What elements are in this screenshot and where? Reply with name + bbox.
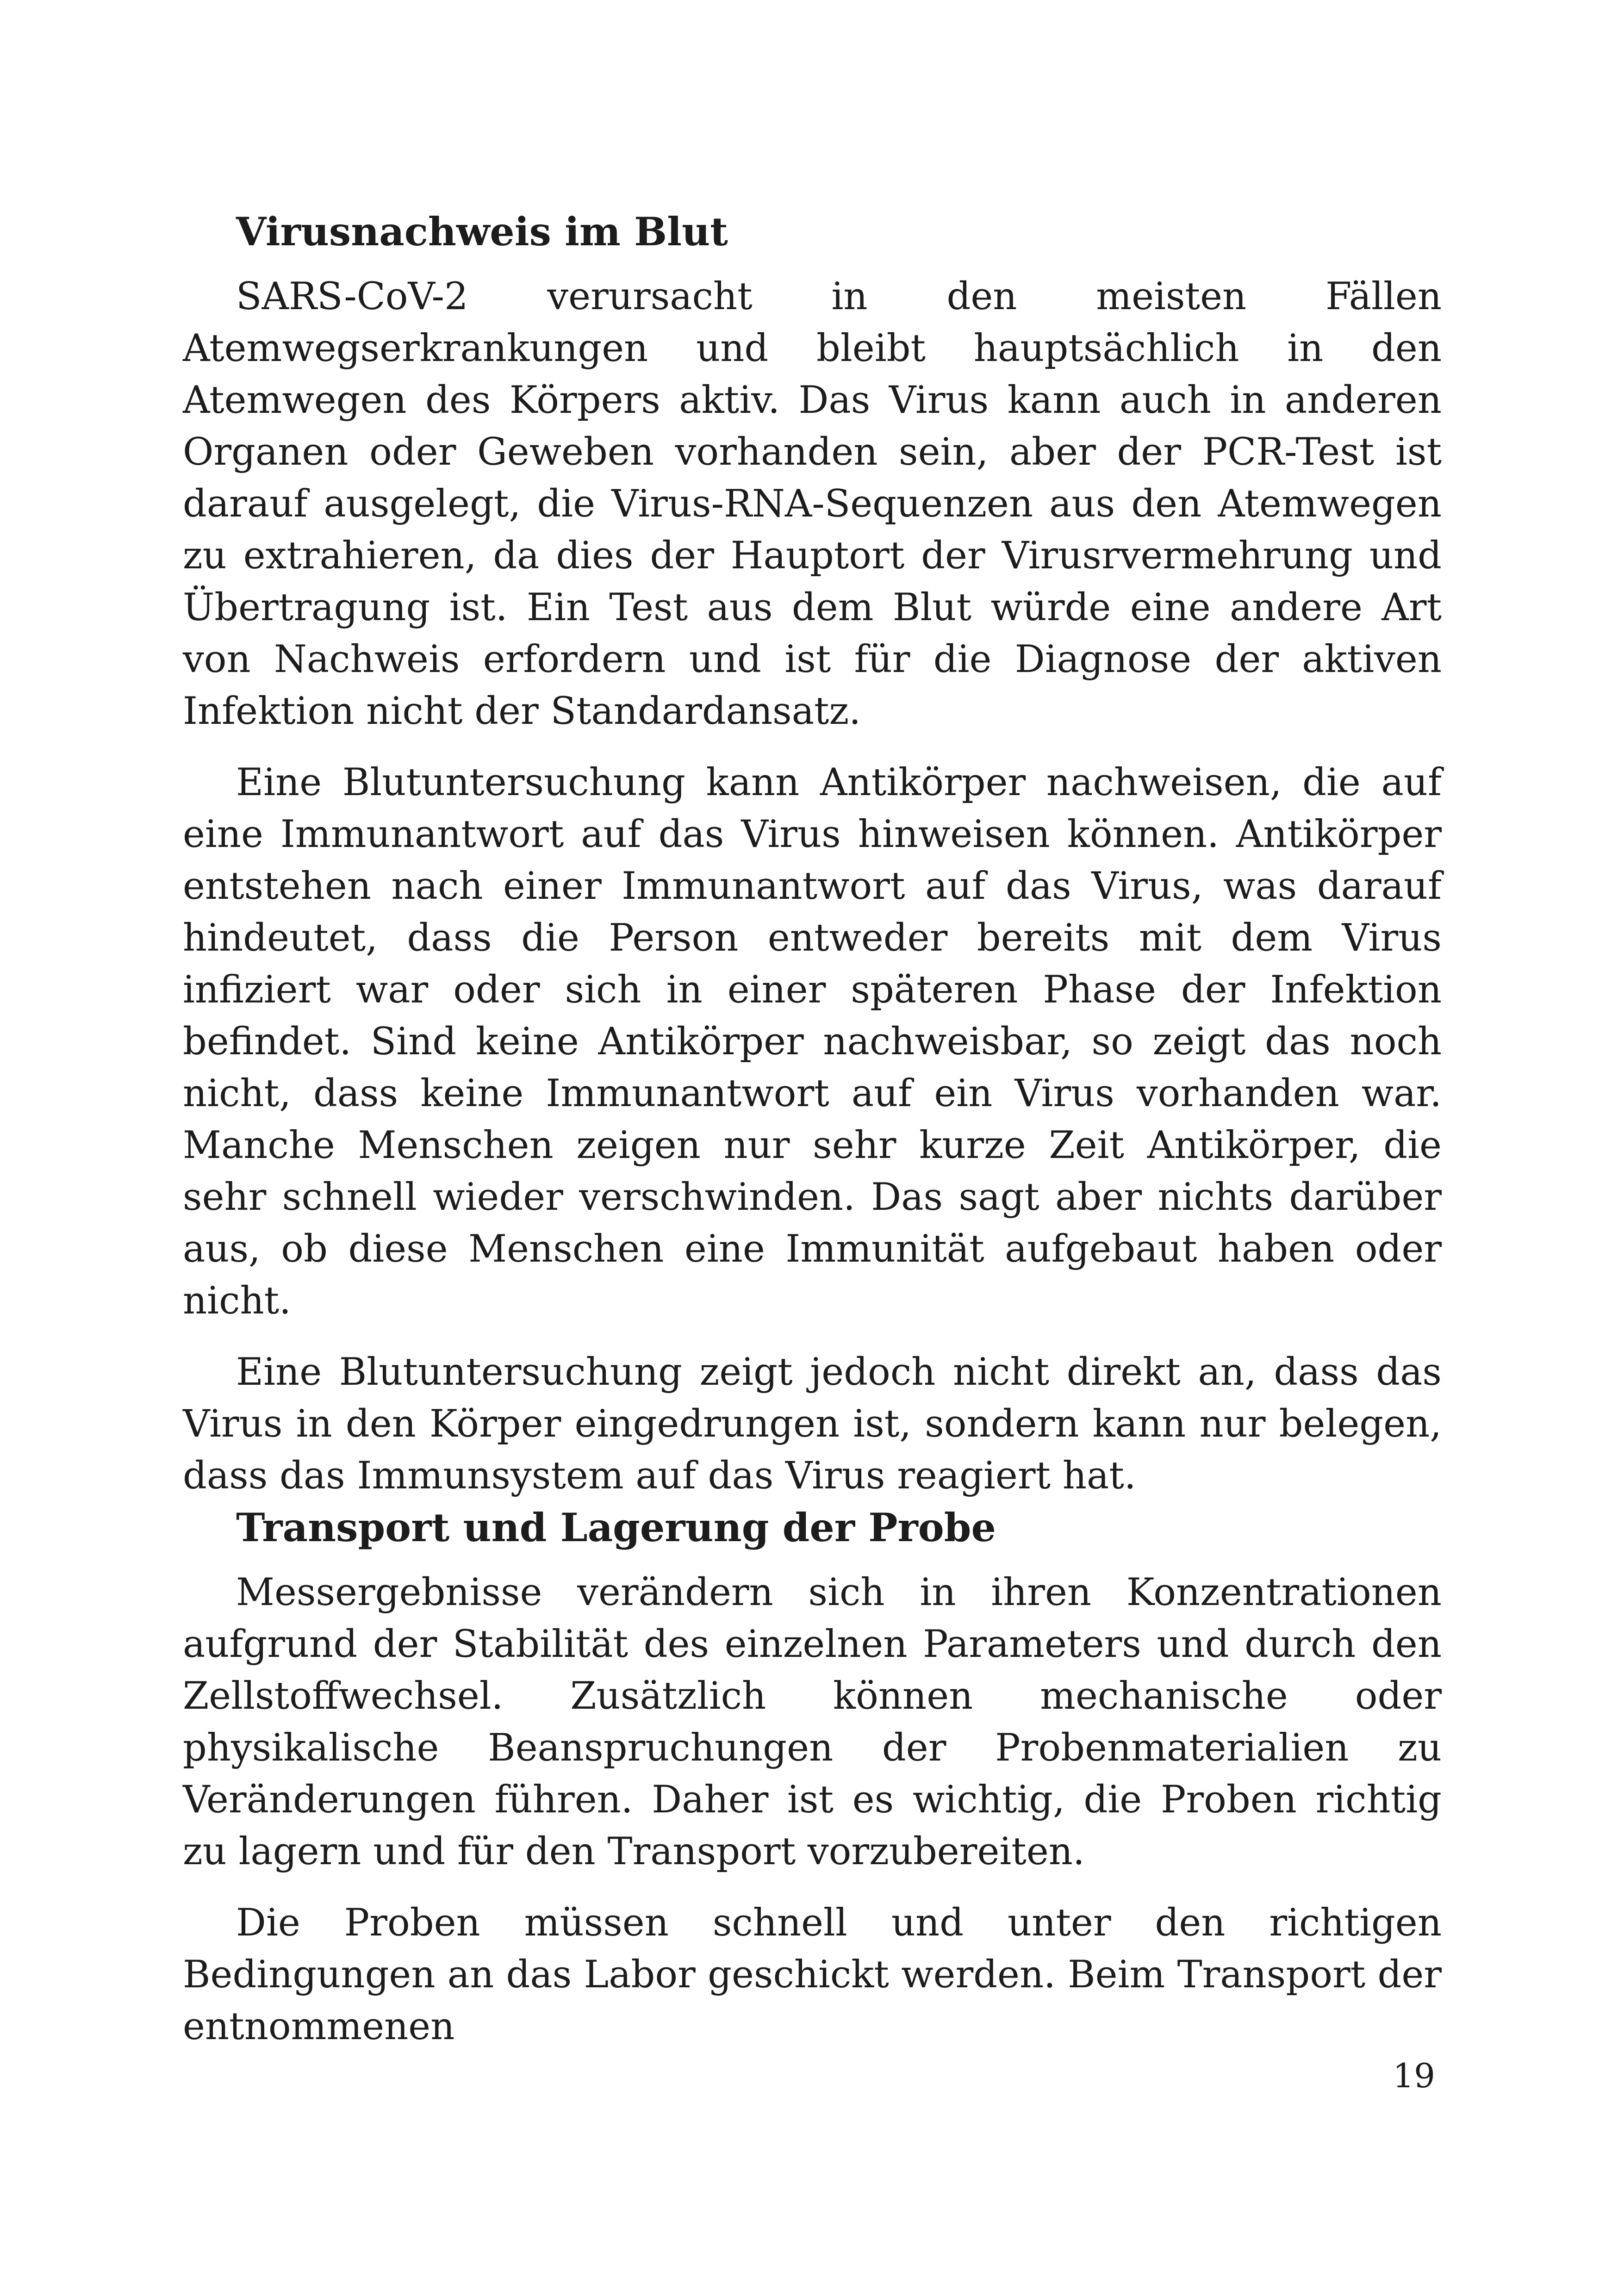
section-body-transport [183, 1567, 1442, 2053]
paragraph: Messergebnisse verändern sich in ihren Konzentrationen aufgrund der Stabilität des einzelnen Parameters und durch den Zellstoffwechsel. Zusätzlich können mechanische oder physikalische Beanspruchungen der Probenmaterialien zu Veränderungen führen. Daher ist es wichtig, die Proben richtig zu lagern und für den Transport vorzubereiten. [183, 1571, 1442, 1873]
section-heading-virusnachweis: Virusnachweis im Blut [236, 209, 728, 255]
page-number: 19 [1393, 2056, 1435, 2095]
paragraph: SARS-CoV-2 verursacht in den meisten Fällen Atemwegserkrankungen und bleibt hauptsächlich in den Atemwegen des Körpers aktiv. Das Virus kann auch in anderen Organen oder Geweben vorhanden sein, aber der PCR-Test ist darauf ausgelegt, die Virus-RNA-Sequenzen aus den Atemwegen zu extrahieren, da dies der Hauptort der Virusrvermehrung und Übertragung ist. Ein Test aus dem Blut würde eine andere Art von Nachweis erfordern und ist für die Diagnose der aktiven Infektion nicht der Standardansatz. [183, 275, 1442, 733]
paragraph: Die Proben müssen schnell und unter den richtigen Bedingungen an das Labor geschickt werden. Beim Transport der entnommenen [183, 1901, 1442, 2048]
section-heading-transport: Transport und Lagerung der Probe [236, 1505, 996, 1550]
section-body-virusnachweis [183, 271, 1442, 1502]
paragraph: Eine Blutuntersuchung zeigt jedoch nicht direkt an, dass das Virus in den Körper eingedrungen ist, sondern kann nur belegen, dass das Immunsystem auf das Virus reagiert hat. [183, 1350, 1442, 1498]
paragraph: Eine Blutuntersuchung kann Antikörper nachweisen, die auf eine Immunantwort auf das Virus hinweisen können. Antikörper entstehen nach einer Immunantwort auf das Virus, was darauf hindeutet, dass die Person entweder bereits mit dem Virus infiziert war oder sich in einer späteren Phase der Infektion befindet. Sind keine Antikörper nachweisbar, so zeigt das noch nicht, dass keine Immunantwort auf ein Virus vorhanden war. Manche Menschen zeigen nur sehr kurze Zeit Antikörper, die sehr schnell wieder verschwinden. Das sagt aber nichts darüber aus, ob diese Menschen eine Immunität aufgebaut haben oder nicht. [183, 761, 1442, 1323]
